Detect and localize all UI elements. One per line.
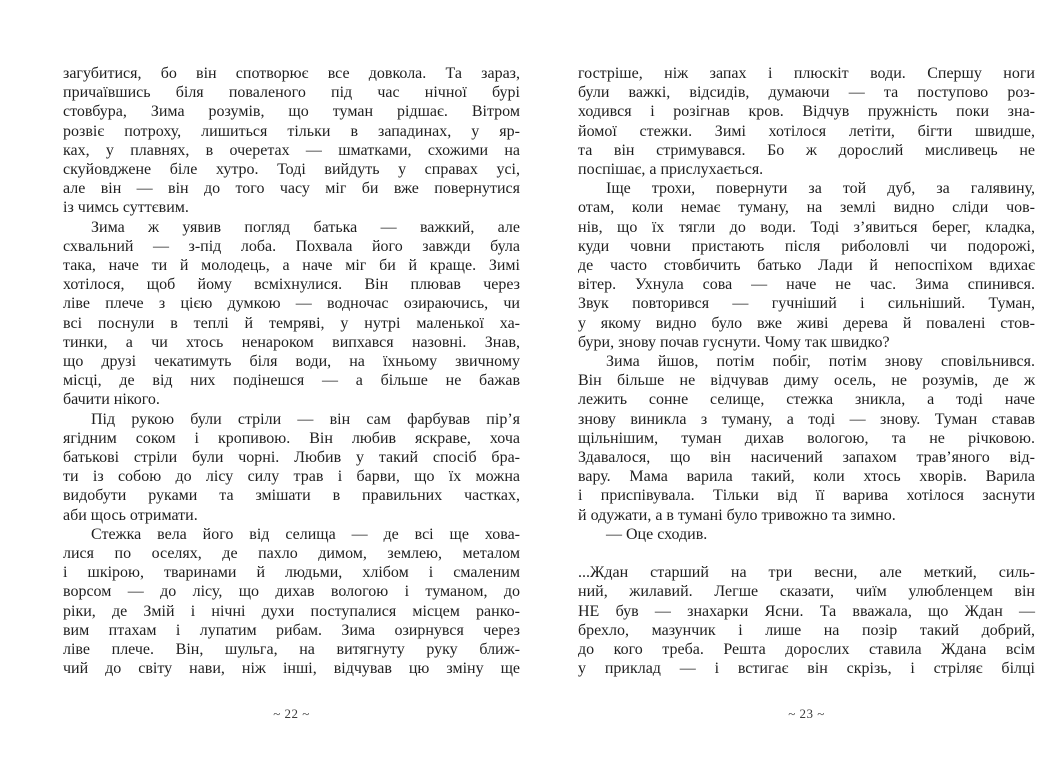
- text-line: Іще трохи, повернути за той дуб, за галявину,: [606, 180, 1035, 198]
- text-line: Зима йшов, потім побіг, потім знову сповільнився.: [606, 353, 1035, 371]
- text-line: у приклад — і встигає він скрізь, і стріляє білці: [578, 660, 1035, 678]
- text-line: причаївшись біля поваленого під час нічної бурі: [63, 84, 520, 102]
- text-line: тинки, а чи хтось ненароком випхався назовні. Знав,: [63, 333, 520, 351]
- text-line: скуйовджене біле хутро. Тоді вийдуть у справах усі,: [63, 161, 520, 179]
- text-line: видобути руками та змішати в правильних частках,: [63, 487, 520, 505]
- text-line: ліве плече. Він, шульга, на витягнуту руку ближ-: [63, 641, 520, 659]
- text-line: отам, коли немає туману, на землі видно сліди чов-: [578, 199, 1035, 217]
- text-line: щільнішим, туман дихав вологою, та не річковою.: [578, 429, 1035, 447]
- page-left-text: [63, 64, 520, 679]
- text-line: Він більше не відчував диму осель, не розумів, де ж: [578, 372, 1035, 390]
- text-line: Звук повторився — гучніший і сильніший. Туман,: [578, 295, 1035, 313]
- paragraph: [578, 64, 1035, 179]
- text-line: куди човни пристають після риболовлі чи подорожі,: [578, 237, 1035, 255]
- text-line: і приспівувала. Тільки від її варива хотілося заснути: [578, 487, 1035, 505]
- text-line: де часто стовбичить батько Лади й непоспіхом вдихає: [578, 257, 1035, 275]
- text-line: аби щось отримати.: [63, 506, 198, 524]
- text-line: ходився і розігнав кров. Відчув пружність поки зна-: [578, 103, 1035, 121]
- text-line: чий до світу нави, ніж інші, відчував цю зміну ще: [63, 660, 520, 678]
- text-line: нів, що їх тягли до води. Тоді з’явиться берег, кладка,: [578, 218, 1035, 236]
- text-line: ріки, де Змій і нічні духи поступалися місцем ранко-: [63, 602, 520, 620]
- page-number-right: ~ 23 ~: [788, 706, 825, 721]
- paragraph: [578, 563, 1035, 678]
- text-line: загубитися, бо він спотворює все довкола. Та зараз,: [63, 65, 520, 82]
- paragraph: [63, 64, 520, 218]
- text-line: і шкірою, тваринами й людьми, хлібом і смаленим: [63, 564, 520, 582]
- text-line: гостріше, ніж запах і плюскіт води. Спершу ноги: [578, 65, 1035, 82]
- page-number-left: ~ 22 ~: [273, 706, 310, 721]
- text-line: Здавалося, що він насичений запахом трав’яного від-: [578, 449, 1035, 467]
- text-line: знову виникла з туману, а тоді — знову. Туман ставав: [578, 410, 1035, 428]
- text-line: Зима ж уявив погляд батька — важкий, але: [91, 218, 520, 236]
- text-line: йомої стежки. Зимі хотілося летіти, бігти швидше,: [578, 122, 1035, 140]
- text-line: розвіє потроху, лишиться тільки в западинах, у яр-: [63, 122, 520, 140]
- text-line: батькові стріли були чорні. Любив у такий спосіб бра-: [63, 449, 520, 467]
- text-line: НЕ був — знахарки Ясни. Та вважала, що Ждан —: [578, 602, 1035, 620]
- text-line: із чимсь суттєвим.: [63, 199, 189, 217]
- text-line: лися по оселях, де пахло димом, землею, металом: [63, 545, 520, 563]
- text-line: вітер. Ухнула сова — наче не час. Зима спинився.: [578, 276, 1035, 294]
- paragraph: [63, 525, 520, 679]
- paragraph: [63, 218, 520, 410]
- text-line: ках, у плавнях, в очеретах — шматками, схожими на: [63, 141, 520, 159]
- page-right-text: [578, 64, 1035, 678]
- text-line: лежить сонне селище, стежка зникла, а тоді наче: [578, 391, 1035, 409]
- text-line: ворсом — до лісу, що дихав вологою і туманом, до: [63, 583, 520, 601]
- text-line: схвальний — з-під лоба. Похвала його завжди була: [63, 237, 520, 255]
- text-line: й одужати, а в тумані було тривожно та зимно.: [578, 506, 896, 524]
- paragraph: [63, 410, 520, 525]
- page-right: [578, 0, 1035, 761]
- text-line: до кого треба. Решта дорослих ставила Ждана всім: [578, 641, 1035, 659]
- text-line: бури, знову почав гуснути. Чому так швидко?: [578, 333, 890, 351]
- text-line: ліве плече з цією думкою — водночас озираючись, чи: [63, 295, 520, 313]
- text-line: поспішає, а прислухається.: [578, 161, 764, 179]
- text-line: ягідним соком і кропивою. Він любив яскраве, хоча: [63, 429, 520, 447]
- text-line: хотілося, щоб йому всміхнулися. Він плював через: [63, 276, 520, 294]
- text-line: брехло, мазунчик і лише на позір такий добрий,: [578, 621, 1035, 639]
- text-line: Під рукою були стріли — він сам фарбував пір’я: [91, 410, 520, 428]
- text-line: вару. Мама варила такий, коли хтось хворів. Варила: [578, 468, 1035, 486]
- page-left: [63, 0, 520, 761]
- text-line: що друзі чекатимуть біля води, на їхньому звичному: [63, 353, 520, 371]
- text-line: у якому видно було вже живі дерева й повалені стов-: [578, 314, 1035, 332]
- text-line: — Оце сходив.: [606, 525, 708, 543]
- paragraph: [578, 352, 1035, 525]
- text-line: бачити нікого.: [63, 391, 160, 409]
- text-line: Стежка вела його від селища — де всі ще хова-: [91, 525, 520, 543]
- text-line: стовбура, Зима розумів, що туман рідшає. Вітром: [63, 103, 520, 121]
- text-line: ти із собою до лісу силу трав і барви, що їх можна: [63, 468, 520, 486]
- text-line: всі поснули в теплі й темряві, у нутрі маленької ха-: [63, 314, 520, 332]
- text-line: але він — він до того часу міг би вже повернутися: [63, 180, 520, 198]
- text-line: ...Ждан старший на три весни, але меткий, силь-: [578, 564, 1035, 582]
- text-line: вим птахам і лупатим рибам. Зима озирнувся через: [63, 621, 520, 639]
- text-line: ний, жилавий. Легше сказати, чиїм улюбленцем він: [578, 583, 1035, 601]
- text-line: місці, де від них подінешся — а більше не бажав: [63, 372, 520, 390]
- paragraph: [578, 179, 1035, 352]
- text-line: така, наче ти й молодець, а наче міг би й краще. Зимі: [63, 257, 520, 275]
- text-line: були важкі, відсидів, думаючи — та поступово роз-: [578, 84, 1035, 102]
- text-line: та він стримувався. Бо ж дорослий мисливець не: [578, 141, 1035, 159]
- paragraph: [578, 525, 1035, 544]
